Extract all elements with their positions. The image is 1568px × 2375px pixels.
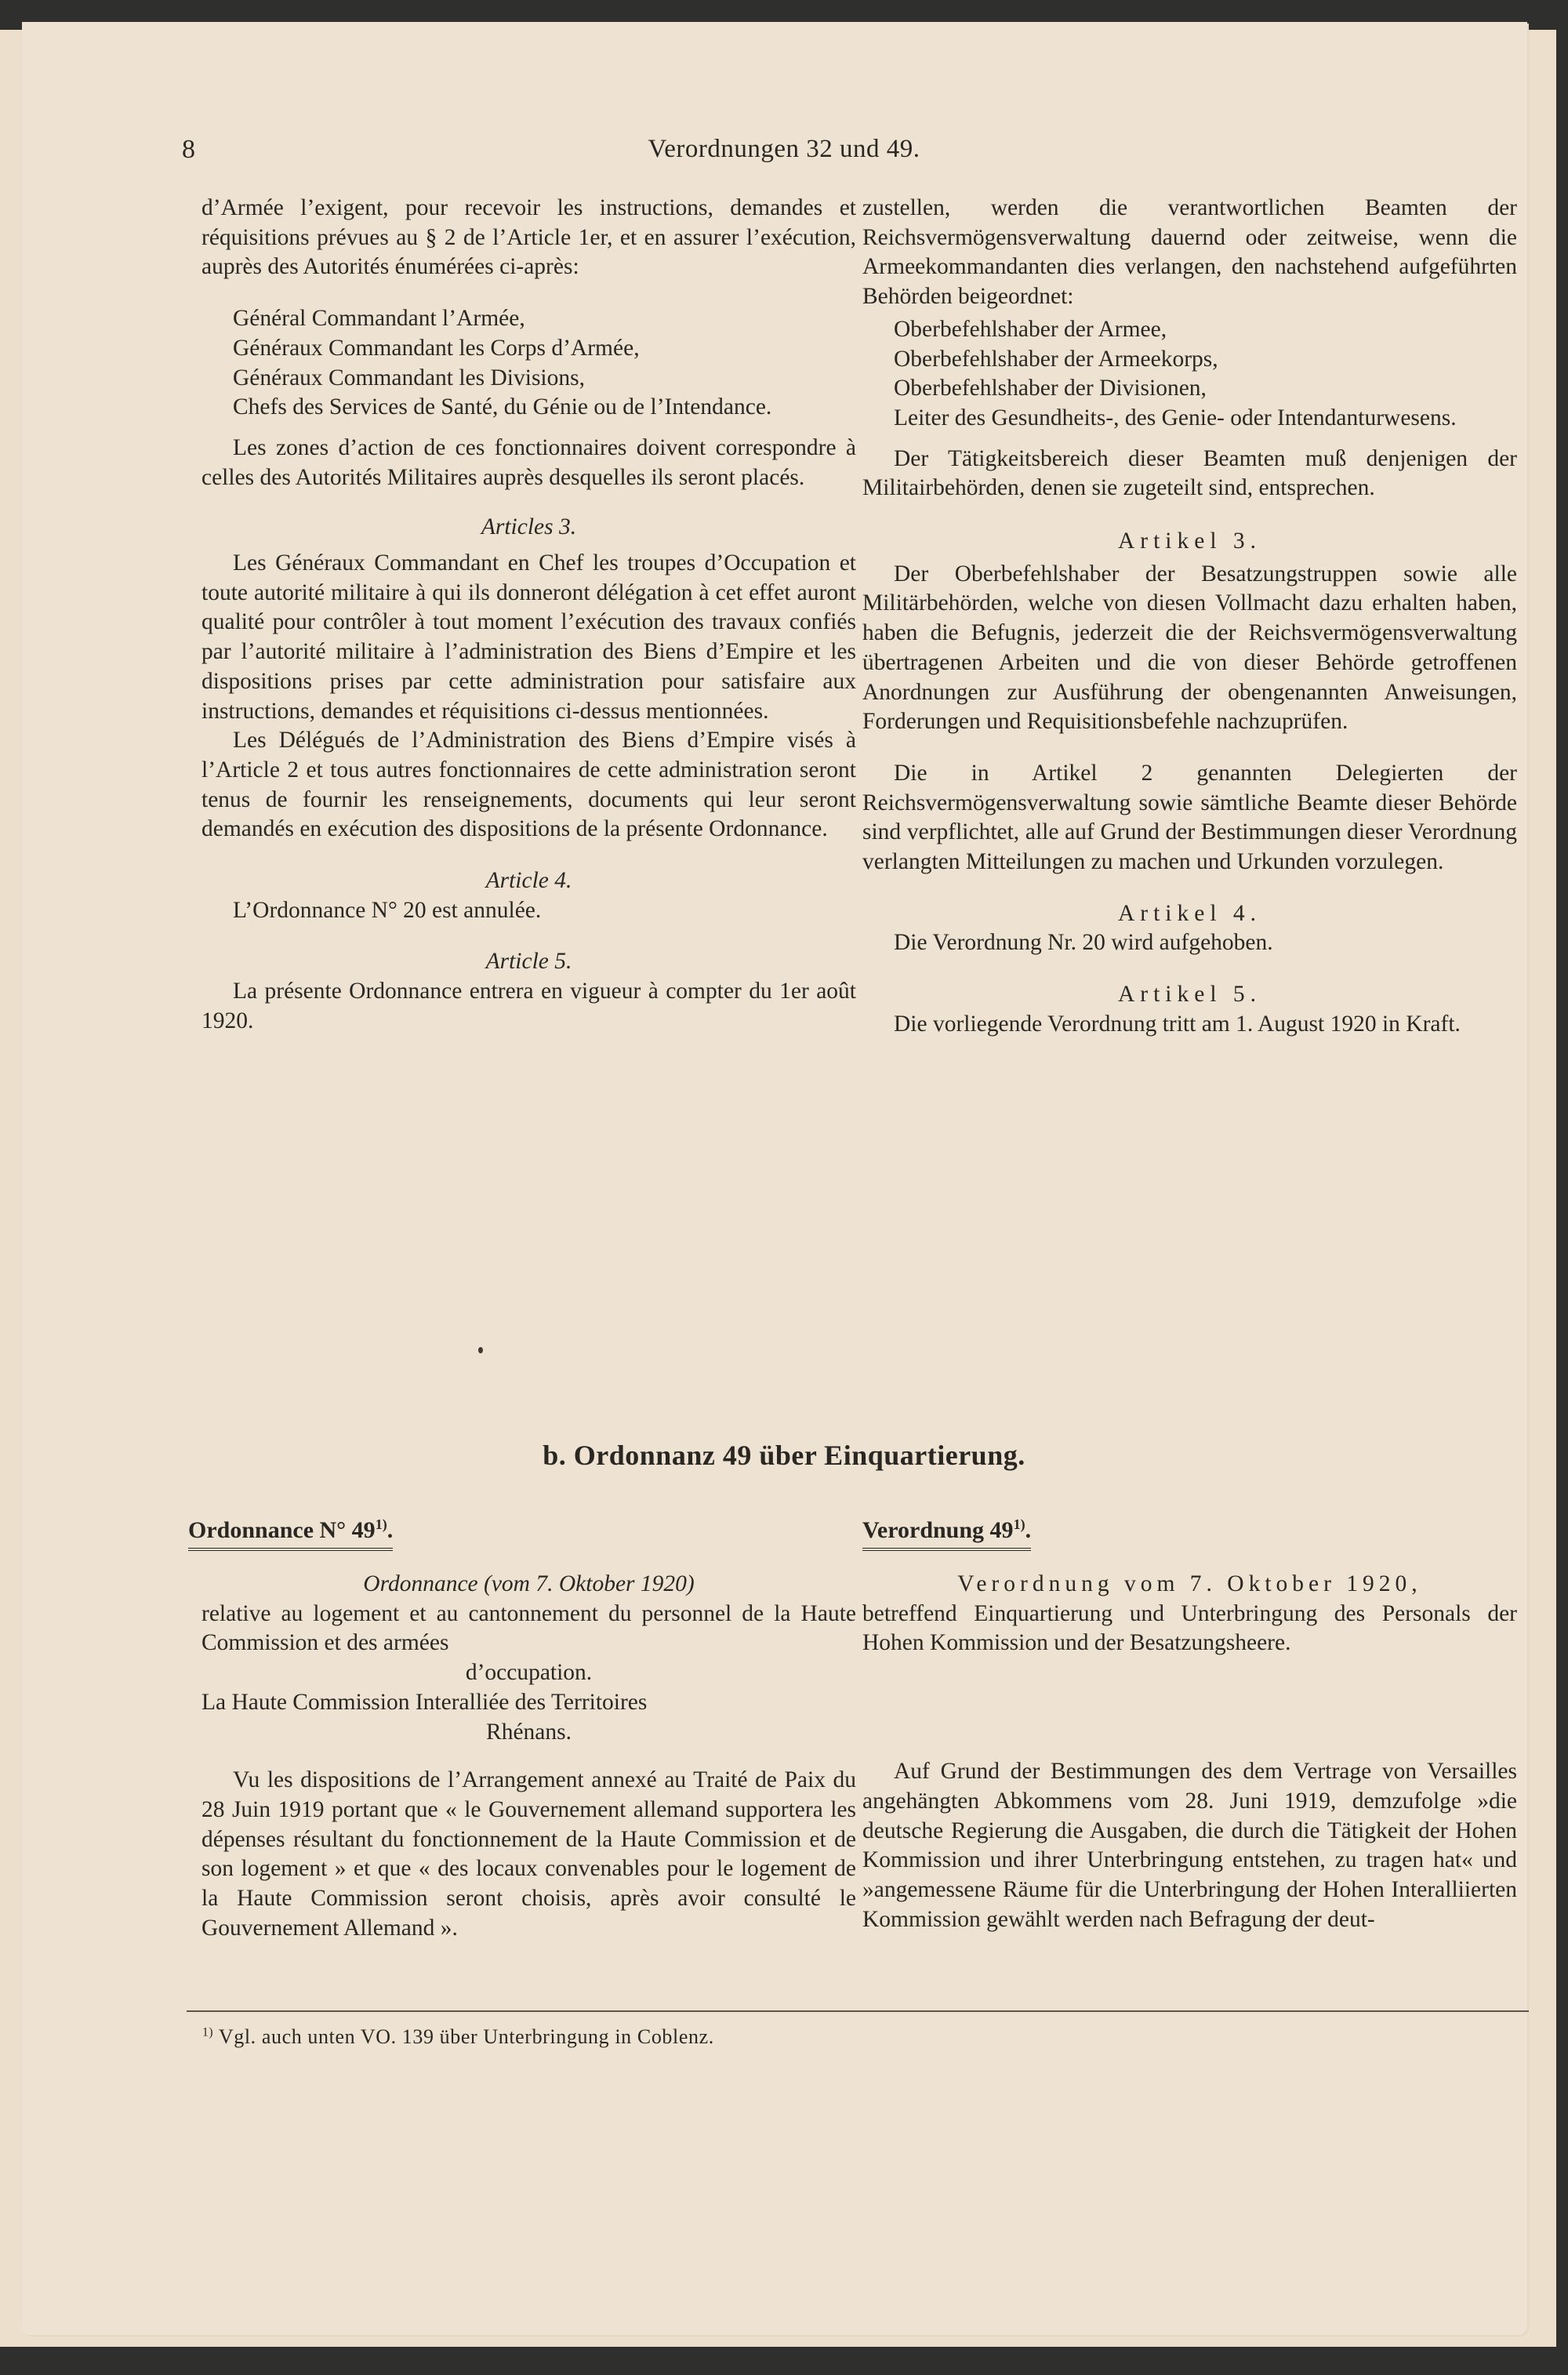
french-intro: d’Armée l’exigent, pour recevoir les instructions, demandes et réquisitions prévues au § 2 de l’Article 1er, et en assurer l’exécution, auprès des Autorités énumérées ci-après: [201, 195, 856, 280]
french-authority-item: Général Commandant l’Armée, [233, 306, 525, 332]
french-article5-heading: Article 5. [485, 949, 572, 975]
german-ordinance-heading [862, 1517, 1031, 1551]
french-commission-end: Rhénans. [486, 1719, 572, 1745]
french-authority-item: Généraux Commandant les Corps d’Armée, [233, 335, 640, 361]
french-article5-text: La présente Ordonnance entrera en vigueur à compter du 1er août 1920. [201, 979, 856, 1033]
running-title: Verordnungen 32 und 49. [648, 135, 920, 163]
french-commission-name: La Haute Commission Interalliée des Territoires [201, 1689, 648, 1715]
german-preamble: Auf Grund der Bestimmungen des dem Vertrage von Versailles angehängten Abkommens vom 28. Juni 1919, demzufolge »die deutsche Regierung die Ausgaben, die durch die Tätigkeit der Hohen Kommission und ihrer Unterbringung entstehen, zu tragen hat« und »angemessene Räume für die Unterbringung der Hohen Interalliierten Kommission gewählt werden nach Befragung der deut- [862, 1759, 1517, 1932]
footnote-divider [187, 2010, 1529, 2012]
heading-punctuation: . [1025, 1517, 1032, 1543]
heading-punctuation: . [387, 1517, 394, 1543]
french-ordinance-heading [188, 1517, 393, 1551]
french-zones-paragraph: Les zones d’action de ces fonctionnaires doivent correspondre à celles des Autorités Militaires auprès desquelles ils seront placés. [201, 434, 856, 490]
section-b-title: b. Ordonnanz 49 über Einquartierung. [543, 1440, 1025, 1471]
german-article5-heading: Artikel 5. [1117, 982, 1262, 1008]
french-authorities-list [201, 304, 856, 423]
german-ordinance-subtitle: Verordnung vom 7. Oktober 1920, [957, 1571, 1422, 1596]
french-ordinance-subtitle: Ordonnance (vom 7. Oktober 1920) [363, 1571, 695, 1596]
german-article3-paragraph1: Der Oberbefehlshaber der Besatzungstruppen sowie alle Militärbehörden, welche von diesen Vollmacht dazu erhalten haben, haben die Befugnis, jederzeit die der Reichsvermögensverwaltung übertragenen Arbeiten und die von dieser Behörde getroffenen Anordnungen zur Ausführung der obengenannten Anweisungen, Forderungen und Requisitionsbefehle nachzuprüfen. [862, 561, 1517, 735]
german-heading-text: Verordnung 49 [862, 1517, 1014, 1543]
german-authority-item: Oberbefehlshaber der Divisionen, [894, 376, 1207, 401]
footnote-reference[interactable]: 1) [375, 1516, 387, 1532]
french-relative-end: d’occupation. [465, 1660, 593, 1686]
french-heading-text: Ordonnance N° 49 [188, 1517, 376, 1543]
german-authority-item: Oberbefehlshaber der Armee, [894, 316, 1167, 342]
french-authority-item: Chefs des Services de Santé, du Génie ou de l’Intendance. [233, 394, 772, 420]
footnote-mark: 1) [202, 2025, 214, 2039]
french-authority-item: Généraux Commandant les Divisions, [233, 365, 585, 390]
german-authorities-list [862, 315, 1517, 434]
footnote-text: Vgl. auch unten VO. 139 über Unterbringung in Coblenz. [218, 2025, 714, 2048]
german-article4-text: Die Verordnung Nr. 20 wird aufgehoben. [894, 930, 1273, 956]
ink-speck [478, 1347, 483, 1353]
french-column-upper [201, 194, 856, 1037]
german-article3-paragraph2: Die in Artikel 2 genannten Delegierten der Reichsvermögensverwaltung sowie sämtliche Beamte dieser Behörde sind verpflichtet, alle auf Grund der Bestimmungen dieser Verordnung verlangten Mitteilungen zu machen und Urkunden vorzulegen. [862, 760, 1517, 875]
german-authority-item: Leiter des Gesundheits-, des Genie- oder Intendanturwesens. [894, 405, 1457, 430]
german-article4-heading: Artikel 4. [1117, 900, 1262, 926]
french-article3-paragraph2: Les Délégués de l’Administration des Biens d’Empire visés à l’Article 2 et tous autres fonctionnaires de cette administration seront tenus de fournir les renseignements, documents qui leur seront demandés en exécution des dispositions de la présente Ordonnance. [201, 728, 856, 842]
german-intro: zustellen, werden die verantwortlichen Beamten der Reichsvermögensverwaltung dauernd oder zeitweise, wenn die Armeekommandanten dies verlangen, den nachstehend aufgeführten Behörden beigeordnet: [862, 195, 1517, 310]
french-column-lower [201, 1570, 856, 1943]
page-number: 8 [182, 135, 195, 164]
french-preamble: Vu les dispositions de l’Arrangement annexé au Traité de Paix du 28 Juin 1919 portant que « le Gouvernement allemand supportera les dépenses résultant du fonctionnement de la Haute Commission et de son logement » et que « des locaux convenables pour le logement de la Haute Commission seront choisis, après avoir consulté le Gouvernement Allemand ». [201, 1767, 856, 1941]
french-article3-heading: Articles 3. [481, 514, 577, 540]
french-relative-text: relative au logement et au cantonnement du personnel de la Haute Commission et des armées [201, 1600, 856, 1656]
german-authority-item: Oberbefehlshaber der Armeekorps, [894, 346, 1218, 372]
french-article3-paragraph1: Les Généraux Commandant en Chef les troupes d’Occupation et toute autorité militaire à qui ils donneront délégation à cet effet auront qualité pour contrôler à tout moment l’exécution des travaux confiés par l’autorité militaire à l’administration des Biens d’Empire et les dispositions prises par cette administration pour satisfaire aux instructions, demandes et réquisitions ci-dessus mentionnées. [201, 550, 856, 724]
german-column-upper [862, 194, 1517, 1040]
german-concerning-text: betreffend Einquartierung und Unterbringung des Personals der Hohen Kommission und der Besatzungsheere. [862, 1600, 1517, 1656]
french-article4-text: L’Ordonnance N° 20 est annulée. [233, 897, 542, 923]
german-article5-text: Die vorliegende Verordnung tritt am 1. August 1920 in Kraft. [894, 1011, 1461, 1037]
footnote-reference[interactable]: 1) [1013, 1516, 1025, 1532]
footnote [202, 2025, 714, 2049]
german-article3-heading: Artikel 3. [1117, 528, 1262, 554]
french-article4-heading: Article 4. [485, 868, 572, 894]
german-zones-paragraph: Der Tätigkeitsbereich dieser Beamten muß denjenigen der Militairbehörden, denen sie zugeteilt sind, entsprechen. [862, 445, 1517, 501]
german-column-lower [862, 1570, 1517, 1934]
